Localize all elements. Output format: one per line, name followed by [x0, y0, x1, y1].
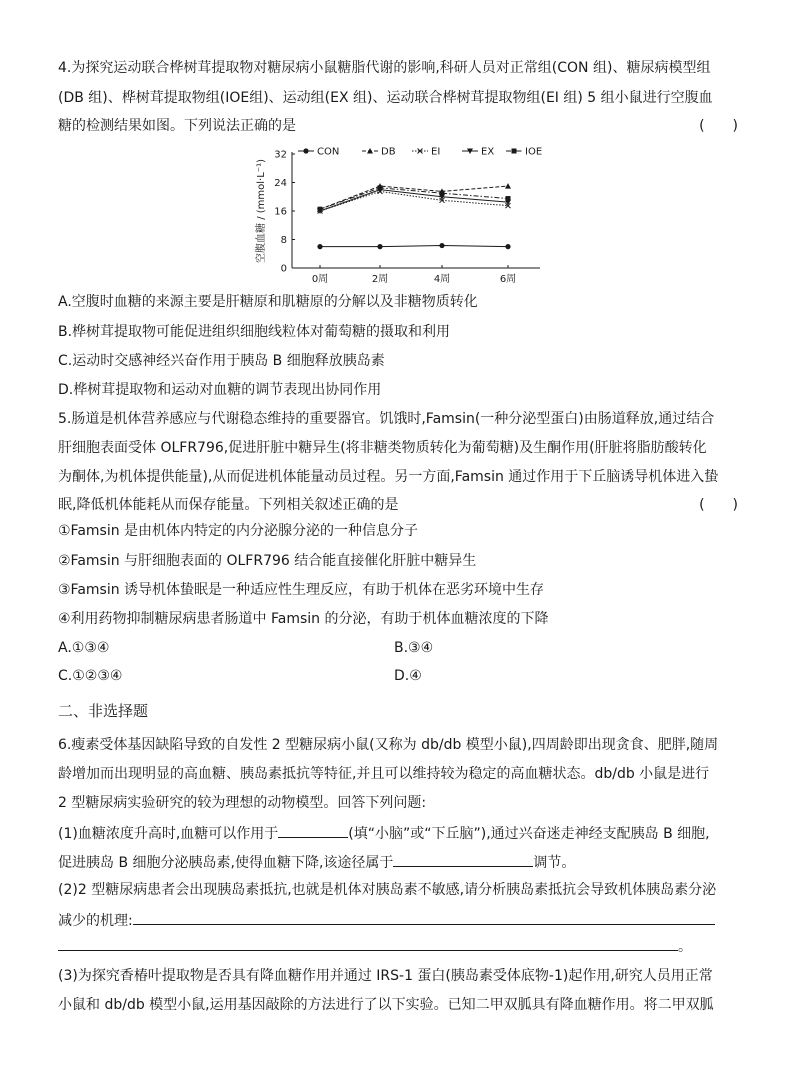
x-tick-label: 0周 [311, 274, 329, 285]
section-heading: 二、非选择题 [58, 702, 149, 720]
y-tick-label: 0 [280, 263, 287, 275]
chart-legend [298, 147, 542, 158]
series-point-ioe [506, 196, 511, 201]
series-point-con [505, 244, 510, 249]
series-point-ioe [440, 191, 445, 196]
q6-intro-line2: 龄增加而出现明显的高血糖、胰岛素抵抗等特征,并且可以维持较为稳定的高血糖状态。db/db 小鼠是进行 [58, 766, 710, 782]
series-point-ioe [378, 185, 383, 190]
q6-part2-blank-1[interactable] [133, 909, 715, 925]
series-line-db [320, 186, 508, 209]
legend-label: CON [317, 146, 340, 158]
q5-option-b: B.③④ [394, 640, 434, 656]
q6-part2-blank-2[interactable] [58, 935, 678, 951]
q5-statement-1: ①Famsin 是由机体内特定的内分泌腺分泌的一种信息分子 [58, 523, 419, 539]
q5-option-a: A.①③④ [58, 640, 110, 656]
q4-answer-paren: ( ) [699, 118, 738, 134]
q5-statement-2: ②Famsin 与肝细胞表面的 OLFR796 结合能直接催化肝脏中糖异生 [58, 553, 477, 569]
legend-marker [303, 148, 308, 153]
q6-part1-text-b: (填“小脑”或“下丘脑”),通过兴奋迷走神经支配胰岛 B 细胞, [348, 826, 710, 842]
q6-part1-text-a: (1)血糖浓度升高时,血糖可以作用于 [58, 826, 279, 842]
q5-stem-line3: 为酮体,为机体提供能量),从而促进机体能量动员过程。另一方面,Famsin 通过作用于下丘脑诱导机体进入蛰 [58, 469, 719, 485]
q5-answer-paren: ( ) [699, 497, 738, 513]
q6-part1-line1 [58, 822, 738, 844]
series-line-ex [320, 190, 508, 211]
q6-part1-text-c: 促进胰岛 B 细胞分泌胰岛素,使得血糖下降,该途径属于 [58, 855, 394, 871]
q4-option-c: C.运动时交感神经兴奋作用于胰岛 B 细胞释放胰岛素 [58, 353, 385, 369]
q5-stem-line1: 5.肠道是机体营养感应与代谢稳态维持的重要器官。饥饿时,Famsin(一种分泌型蛋白)由肠道释放,通过结合 [58, 411, 715, 427]
series-point-db [505, 183, 511, 189]
q6-part2-line3 [58, 935, 738, 957]
chart-series [317, 183, 511, 249]
legend-label: IOE [525, 146, 543, 158]
q6-part2-end: 。 [678, 939, 692, 955]
y-tick-label: 16 [274, 206, 287, 218]
q4-option-a: A.空腹时血糖的来源主要是肝糖原和肌糖原的分解以及非糖物质转化 [58, 294, 478, 310]
x-tick-label: 2周 [371, 274, 389, 285]
q6-part1-text-d: 调节。 [533, 855, 576, 871]
q5-option-c: C.①②③④ [58, 668, 123, 684]
series-point-con [377, 244, 382, 249]
x-tick-label: 4周 [433, 274, 451, 285]
q6-part2-line2 [58, 909, 738, 931]
q6-part3-line2: 小鼠和 db/db 模型小鼠,运用基因敲除的方法进行了以下实验。已知二甲双胍具有降血糖作用。将二甲双胍 [58, 997, 714, 1013]
y-tick-label: 24 [274, 178, 287, 189]
q4-option-b: B.桦树茸提取物可能促进组织细胞线粒体对葡萄糖的摄取和利用 [58, 324, 451, 340]
x-tick-label: 6周 [499, 274, 517, 285]
q4-stem-line1: 4.为探究运动联合桦树茸提取物对糖尿病小鼠糖脂代谢的影响,科研人员对正常组(CON 组)、糖尿病模型组 [58, 60, 711, 76]
legend-marker [512, 149, 517, 154]
blood-glucose-chart [250, 143, 550, 288]
series-line-con [320, 246, 508, 247]
q4-stem-line3: 糖的检测结果如图。下列说法正确的是 [58, 118, 296, 134]
series-point-con [317, 244, 322, 249]
chart-axes [254, 150, 540, 286]
legend-marker [367, 148, 373, 154]
q4-option-d: D.桦树茸提取物和运动对血糖的调节表现出协同作用 [58, 382, 382, 398]
series-point-ioe [318, 207, 323, 212]
y-axis-label: 空腹血糖 / (mmol·L⁻¹) [256, 159, 267, 263]
q6-part1-blank-2[interactable] [393, 851, 533, 867]
y-tick-label: 32 [274, 149, 287, 161]
q5-stem-line2: 肝细胞表面受体 OLFR796,促进肝脏中糖异生(将非糖类物质转化为葡萄糖)及生酮作用(肝脏将脂肪酸转化 [58, 440, 707, 456]
q6-part2-text-b: 减少的机理: [58, 913, 133, 929]
q6-part1-blank-1[interactable] [278, 822, 348, 838]
q5-option-d: D.④ [394, 668, 422, 684]
q6-intro-line1: 6.瘦素受体基因缺陷导致的自发性 2 型糖尿病小鼠(又称为 db/db 模型小鼠),四周龄即出现贪食、肥胖,随周 [58, 737, 719, 753]
legend-label: DB [381, 146, 396, 158]
y-tick-label: 8 [280, 235, 287, 246]
q5-stem-line4: 眠,降低机体能耗从而保存能量。下列相关叙述正确的是 [58, 497, 399, 513]
q6-part1-line2 [58, 851, 738, 873]
q6-part2-line1: (2)2 型糖尿病患者会出现胰岛素抵抗,也就是机体对胰岛素不敏感,请分析胰岛素抵抗会导致机体胰岛素分泌 [58, 882, 717, 898]
legend-label: EX [481, 146, 495, 158]
q4-stem-line2: (DB 组)、桦树茸提取物组(IOE组)、运动组(EX 组)、运动联合桦树茸提取物组(EI 组) 5 组小鼠进行空腹血 [58, 90, 713, 106]
legend-label: EI [431, 146, 441, 158]
q5-statement-3: ③Famsin 诱导机体蛰眠是一种适应性生理反应，有助于机体在恶劣环境中生存 [58, 582, 545, 598]
q5-statement-4: ④利用药物抑制糖尿病患者肠道中 Famsin 的分泌，有助于机体血糖浓度的下降 [58, 611, 549, 627]
q6-part3-line1: (3)为探究香椿叶提取物是否具有降血糖作用并通过 IRS-1 蛋白(胰岛素受体底物-1)起作用,研究人员用正常 [58, 968, 713, 984]
q6-intro-line3: 2 型糖尿病实验研究的较为理想的动物模型。回答下列问题: [58, 795, 427, 811]
series-point-con [439, 243, 444, 248]
